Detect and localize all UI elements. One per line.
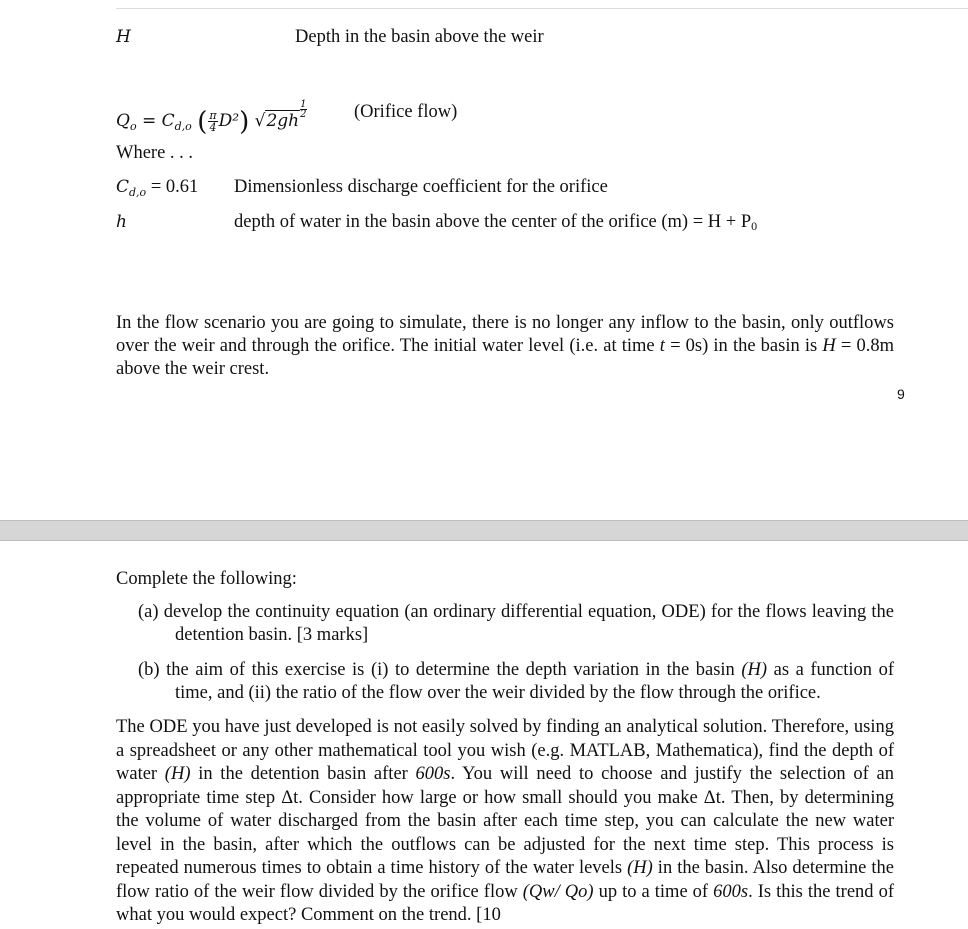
frac-num: π [209, 109, 217, 122]
h-description [234, 211, 757, 237]
cdo-value: = 0.61 [150, 177, 199, 197]
instructions-paragraph [116, 716, 894, 928]
body-text-1: The ODE you have just developed is not easily solved by finding an analytical solution. Therefore, using a spreadsheet or any other mathematical tool you wish (e.g. MATLAB, Mathematica), find the depth of water [116, 717, 894, 784]
item-a-text: (a) develop the continuity equation (an ordinary differential equation, ODE) for the flows leaving the detention basin. [3 marks] [138, 602, 894, 645]
h-desc-text: depth of water in the basin above the center of the orifice (m) = H + P [234, 212, 752, 232]
item-b-text-2: as a function of time, and (ii) the ratio of the flow over the weir divided by the flow through the orifice. [175, 660, 894, 703]
page-number: 9 [897, 386, 905, 402]
eq-lhs-sub: o [129, 120, 137, 133]
eq-coef-sub: d,o [174, 120, 192, 133]
cdo-symbol: C [116, 177, 130, 197]
cdo-sub: d,o [129, 186, 147, 199]
h-symbol: h [116, 212, 127, 232]
sqrt-icon: √ [254, 111, 266, 131]
body-ratio: (Qw/ Qo) [522, 881, 594, 902]
body-600s-b: 600s [713, 881, 749, 902]
h-desc-sub: 0 [751, 219, 758, 233]
eq-coef: C [161, 111, 175, 131]
orifice-equation: $Q_o = C_{d,o}$ ( $\frac{\pi}{4}$ D²) √2gh $\frac{1}{2}$ [116, 99, 307, 137]
eq-equals: = [141, 111, 157, 131]
body-text-4: in the basin. Also determine the flow ratio of the weir flow divided by the orifice flow [116, 858, 894, 902]
para-text-1: In the flow scenario you are going to simulate, there is no longer any inflow to the basin, only outflows over the weir and through the orifice. The initial water level (i.e. at time [116, 313, 894, 356]
body-text-6: . Is this the trend of what you would expect? Comment on the trend. [10 [116, 881, 894, 925]
document-page-2 [0, 541, 968, 929]
body-text-2: in the detention basin after [190, 764, 416, 784]
para-t: t [659, 336, 665, 356]
orifice-flow-label: (Orifice flow) [354, 102, 458, 122]
var-H-symbol: H [116, 27, 131, 47]
frac-den: 4 [209, 121, 217, 134]
body-text-5: up to a time of [593, 881, 714, 902]
page-separator [0, 520, 968, 541]
cdo-description: Dimensionless discharge coefficient for the orifice [234, 177, 608, 197]
pi-over-4 [208, 110, 217, 133]
question-item-a [138, 601, 894, 647]
eq-D2: D² [218, 111, 240, 131]
scenario-paragraph [116, 312, 894, 381]
body-H1: (H) [164, 764, 191, 784]
body-600s-a: 600s [415, 764, 451, 784]
cdo-definition-symbol [116, 176, 198, 204]
item-b-H: (H) [741, 660, 768, 680]
item-b-text-1: (b) the aim of this exercise is (i) to determine the depth variation in the basin [138, 660, 742, 680]
para-text-2: = 0s) in the basin is [664, 336, 823, 356]
para-H: H [822, 336, 836, 356]
body-text-3: . You will need to choose and justify the selection of an appropriate time step Δt. Consider how large or how small should you make Δt. Then, by determining the volume of water discharged from the basin after each time step, you can calculate the new water level in the basin, after which the outflows can be adjusted for the next time step. This process is repeated numerous times to obtain a time history of the water levels [116, 764, 894, 878]
half-exponent [300, 100, 306, 119]
complete-following-heading: Complete the following: [116, 569, 297, 589]
where-label: Where . . . [116, 143, 194, 163]
top-rule [116, 8, 968, 9]
eq-lhs: Q [116, 111, 130, 131]
eq-sqrt-body: 2gh [266, 111, 300, 131]
var-H-description: Depth in the basin above the weir [295, 27, 544, 47]
exp-num: 1 [300, 99, 307, 110]
body-H2: (H) [627, 858, 653, 878]
para-text-3: = 0.8m above the weir crest. [116, 336, 894, 379]
question-item-b [138, 659, 894, 705]
exp-den: 2 [300, 109, 307, 120]
